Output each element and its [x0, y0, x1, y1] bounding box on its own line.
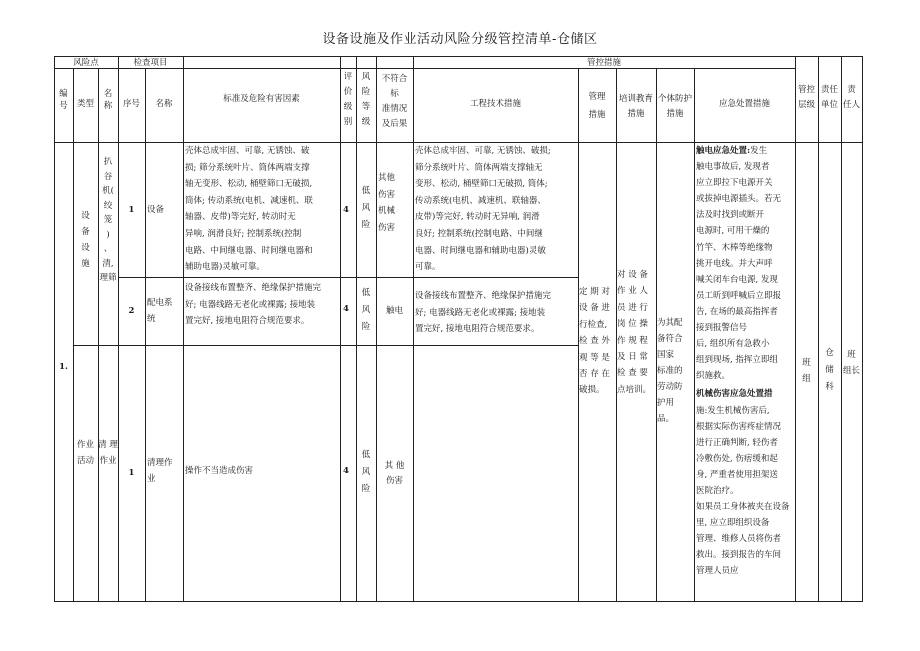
row2-eval: 4: [343, 304, 349, 314]
row1-eval: 4: [343, 205, 349, 215]
row2-risk: 低 风 险: [361, 288, 371, 332]
row3-risk: 低 风 险: [361, 450, 371, 494]
resp-person: 班 组长: [842, 350, 860, 376]
resp-unit: 仓 储 科: [825, 348, 834, 392]
header-control-level: 管控 层级: [797, 85, 815, 110]
header-item-name: 名称: [155, 99, 173, 109]
row1-engineering: 壳体总成牢固、可靠, 无锈蚀、破损; 筛分系统叶片、筒体两端支撑轴无 变形、松动, 桶壁筛口无破损, 筒体; 传动系统(电机、减速机、联轴器、 皮带)等完好, 转动时无异响, 润滑 良好; 控制系统(控制电路、中间继 电器、时间继电器和辅助电器)灵敏 可靠。: [415, 146, 551, 273]
header-type: 类型: [76, 99, 94, 109]
header-nonconform: 不符合 标 准情况 及后果: [381, 74, 408, 129]
emergency-electric-text: 发生 触电事故后, 发现者 应立即拉下电源开关 或拔掉电源插头。若无 法及时找到或断开 电源时, 可用干燥的 竹竿、木棒等绝缘物 挑开电线。并大声呼 喊关闭车台电源, 发现 员工昕到呼喊后立即报 告, 在场的最高指挥者 接到报警信号 后, 组织所有急救小 组到现场, 指挥立即组 织施救。: [696, 146, 782, 382]
header-risk-level: 风 险 等 级: [361, 72, 371, 127]
row2-standard: 设备接线布置整齐、绝缘保护措施完 好; 电器线路无老化或裸露; 接地装 置完好, 接地电阻符合规范要求。: [185, 283, 322, 327]
header-management: 管理 措施: [588, 92, 606, 120]
header-resp-unit: 责任 单位: [820, 85, 838, 110]
header-eval-level: 评 价 级 别: [343, 72, 353, 127]
row-number: 1.: [59, 362, 68, 372]
training-measures: 对 设 备 作 业 人 员 进 行 岗 位 操 作 规 程 及 日 常 检 查 要 点培训。: [617, 270, 652, 395]
row3-eval: 4: [343, 466, 349, 476]
row3-standard: 操作不当造成伤害: [185, 466, 254, 476]
name-activity: 清 理 作业: [98, 440, 118, 466]
header-resp-person: 责 任人: [842, 85, 860, 110]
row2-seq: 2: [128, 306, 135, 316]
row2-name: 配电系 统: [147, 298, 173, 324]
row2-engineering: 设备接线布置整齐、绝缘保护措施完 好; 电器线路无老化或裸露; 接地装 置完好, 接地电阻符合规范要求。: [415, 291, 552, 335]
header-standard: 标准及危险有害因素: [223, 94, 300, 104]
type-activity: 作业 活动: [76, 440, 94, 466]
header-training: 培训教育 措施: [618, 94, 653, 119]
header-emergency: 应急处置措施: [718, 99, 770, 109]
control-level: 班 组: [802, 358, 811, 384]
row1-risk: 低 风 险: [361, 186, 371, 230]
header-check-item: 检查项目: [133, 58, 168, 68]
document-title: 设备设施及作业活动风险分级管控清单-仓储区: [322, 32, 598, 47]
row3-seq: 1: [128, 468, 135, 478]
emergency-mechanical-title: 机械伤害应急处置措: [696, 389, 773, 400]
type-equipment: 设 备 设 施: [81, 211, 90, 269]
row1-nonconform: 其他 伤害 机械 伤害: [378, 173, 396, 233]
management-measures: 定 期 对 设 备 进 行检查, 检 查 外 观 等 是 否 存 在 破损。: [579, 287, 610, 396]
row2-nonconform: 触电: [385, 306, 403, 316]
row1-standard: 壳体总成牢固、可靠, 无锈蚀、破 损; 筛分系统叶片、筒体两端支撑 轴无变形、松动, 桶壁筛口无破损, 筒体; 传动系统(电机、减速机、联 轴器、皮带)等完好, 转动时无 异响, 润滑良好; 控制系统(控制 电路、中间继电器、时间继电器和 辅助电器)灵敏可靠。: [185, 146, 313, 273]
name-equipment: 扒 谷 机( 绞 笼 ) 、 清, 理筛: [99, 157, 117, 283]
row3-name: 清理作 业: [147, 458, 173, 484]
header-name: 名 称: [103, 89, 113, 111]
emergency-electric-title: 触电应急处置:: [696, 146, 751, 156]
row3-nonconform: 其 他 伤害: [384, 461, 405, 486]
header-risk-point: 风险点: [73, 58, 99, 68]
header-number: 编 号: [59, 89, 68, 111]
header-engineering: 工程技术措施: [469, 99, 521, 109]
row1-seq: 1: [128, 205, 135, 215]
header-ppe: 个体防护 措施: [657, 94, 692, 119]
row3-engineering: [415, 460, 578, 476]
header-seq: 序号: [122, 99, 140, 109]
emergency-mechanical-text: 施:发生机械伤害后, 根据实际伤害疼症情况 进行正确判断, 轻伤者 冷敷伤处, 伤痞缓和起 身, 严重者使用担架送 医院治疗。 如果员工身体被夹在设备 里, 应立即组织设备 管理、维修人员将伤者 救出。接到报告的车间 管理人员应: [696, 405, 790, 577]
row1-name: 设备: [147, 205, 165, 215]
header-control-measures: 管控措施: [586, 58, 621, 68]
ppe-measures: 为其配 备符合 国家 标准的 劳动防 护用 品。: [657, 318, 683, 424]
emergency-measures: [696, 143, 795, 601]
